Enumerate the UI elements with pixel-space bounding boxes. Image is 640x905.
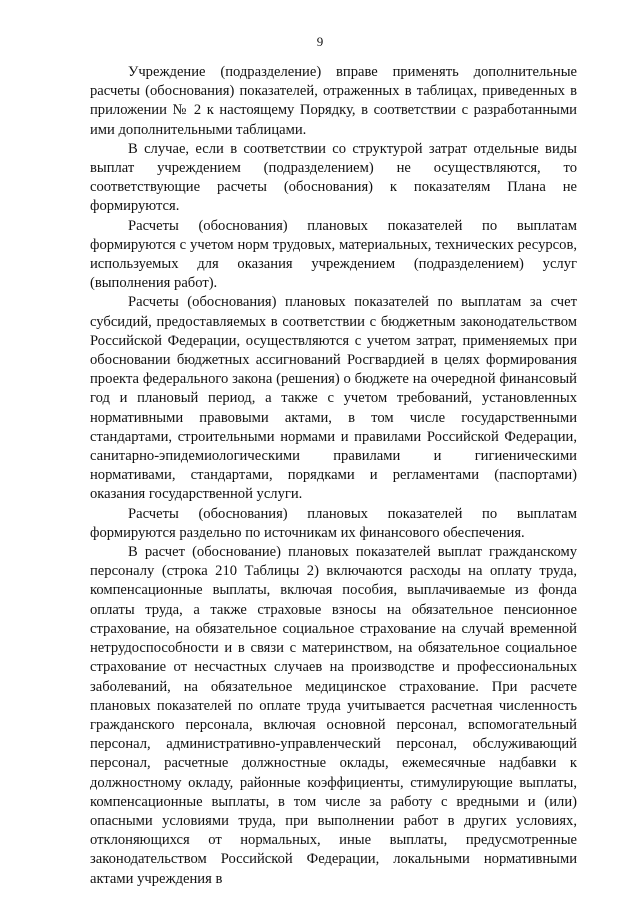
paragraph-resource-norms: Расчеты (обоснования) плановых показателей по выплатам формируются с учетом норм трудовых, материальных, технических ресурсов, используемых для оказания учреждением (подразделением) услуг (выполнения работ).: [90, 217, 577, 292]
document-body: [90, 63, 577, 889]
paragraph-additional-calculations: Учреждение (подразделение) вправе применять дополнительные расчеты (обоснования) показателей, отраженных в таблицах, приведенных в приложении № 2 к настоящему Порядку, в соответствии с разработанными ими дополнительными таблицами.: [90, 64, 577, 138]
paragraph-payments-not-made: В случае, если в соответствии со структурой затрат отдельные виды выплат учреждением (подразделением) не осуществляются, то соответствующие расчеты (обоснования) к показателям Плана не формируются.: [90, 140, 577, 215]
paragraph-civilian-personnel: В расчет (обоснование) плановых показателей выплат гражданскому персоналу (строка 210 Таблицы 2) включаются расходы на оплату труда, компенсационные выплаты, включая пособия, выплачиваемые из фонда оплаты труда, а также страховые взносы на обязательное пенсионное страхование, на обязательное социальное страхование на случай временной нетрудоспособности и в связи с материнством, на обязательное социальное страхование от несчастных случаев на производстве и профессиональных заболеваний, на обязательное медицинское страхование. При расчете плановых показателей по оплате труда учитывается расчетная численность гражданского персонала, включая основной персонал, вспомогательный персонал, административно-управленческий персонал, обслуживающий персонал, расчетные должностные оклады, ежемесячные надбавки к должностному окладу, районные коэффициенты, стимулирующие выплаты, компенсационные выплаты, в том числе за работу с вредными и (или) опасными условиями труда, при выполнении работ в других условиях, отклоняющихся от нормальных, иные выплаты, предусмотренные законодательством Российской Федерации, локальными нормативными актами учреждения в: [90, 544, 577, 887]
page-number: 9: [316, 34, 324, 49]
paragraph-subsidy-calculations: Расчеты (обоснования) плановых показателей по выплатам за счет субсидий, предоставляемых в соответствии с бюджетным законодательством Российской Федерации, осуществляются с учетом затрат, применяемых при обосновании бюджетных ассигнований Росгвардией в целях формирования проекта федерального закона (решения) о бюджете на очередной финансовый год и плановый период, а также с учетом требований, установленных нормативными правовыми актами, в том числе государственными стандартами, строительными нормами и правилами Российской Федерации, санитарно-эпидемиологическими правилами и гигиеническими нормативами, стандартами, порядками и регламентами (паспортами) оказания государственной услуги.: [90, 294, 577, 503]
paragraph-funding-sources: Расчеты (обоснования) плановых показателей по выплатам формируются раздельно по источникам их финансового обеспечения.: [90, 505, 577, 541]
